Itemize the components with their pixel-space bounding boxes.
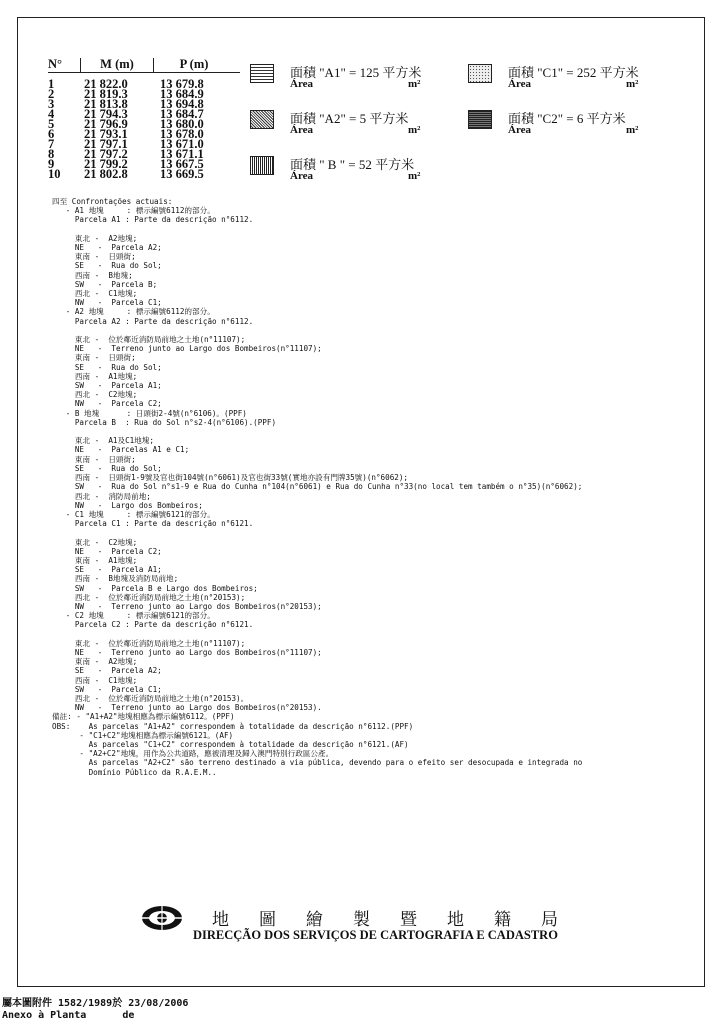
text-line: 西北 - 位於鄰近消防局前地之土地(n°20153); bbox=[52, 592, 246, 602]
point-number: 1 bbox=[48, 77, 55, 91]
table-row bbox=[48, 99, 240, 109]
col-header-p: P (m) bbox=[179, 57, 209, 71]
p-coordinate: 13 671.1 bbox=[160, 147, 204, 161]
text-line: SE - Parcela A1; bbox=[52, 565, 162, 575]
text-line: SE - Parcela A2; bbox=[52, 666, 162, 676]
table-row bbox=[48, 169, 240, 179]
text-line: NE - Terreno junto ao Largo dos Bombeiros(n°11107); bbox=[52, 344, 322, 354]
text-line: 西北 - C2地塊; bbox=[52, 390, 138, 400]
text-line: NE - Parcela C2; bbox=[52, 546, 162, 556]
text-line: OBS: As parcelas "A1+A2" correspondem à totalidade da descrição n°6112.(PPF) bbox=[52, 721, 414, 731]
table-row bbox=[48, 149, 240, 159]
coordinates-table bbox=[48, 58, 240, 179]
text-line: NW - Terreno junto ao Largo dos Bombeiros(n°20153); bbox=[52, 601, 322, 611]
text-line: Parcela C2 : Parte da descrição n°6121. bbox=[52, 620, 254, 630]
p-coordinate: 13 671.0 bbox=[160, 137, 204, 151]
text-line: 備註: - "A1+A2"地塊相應為標示編號6112。(PPF) bbox=[52, 712, 235, 722]
point-number: 9 bbox=[48, 157, 55, 171]
m-coordinate: 21 796.9 bbox=[84, 117, 128, 131]
p-coordinate: 13 678.0 bbox=[160, 127, 204, 141]
point-number: 5 bbox=[48, 117, 55, 131]
text-line: - B 地塊 : 日頭街2-4號(n°6106)。(PPF) bbox=[52, 408, 247, 418]
m-coordinate: 21 819.3 bbox=[84, 87, 128, 101]
text-line: 東南 - A1地塊; bbox=[52, 555, 138, 565]
footer-line-1: 屬本圖附件 1582/1989於 23/08/2006 bbox=[2, 998, 189, 1009]
point-number: 4 bbox=[48, 107, 55, 121]
dscc-logo-icon bbox=[140, 902, 184, 934]
legend-a2-unit: m² bbox=[408, 124, 421, 136]
table-row bbox=[48, 109, 240, 119]
col-header-m: M (m) bbox=[81, 58, 154, 72]
legend-c2-area: Área bbox=[508, 124, 532, 136]
text-line bbox=[52, 528, 692, 537]
text-line bbox=[52, 225, 692, 234]
legend-b-unit: m² bbox=[408, 170, 421, 182]
hatch-dense-swatch bbox=[468, 110, 492, 129]
text-line: SE - Rua do Sol; bbox=[52, 362, 162, 372]
text-line: 西北 - C1地塊; bbox=[52, 289, 138, 299]
org-name-chinese: 地圖繪製暨地籍局 bbox=[212, 910, 588, 930]
text-line: NE - Parcelas A1 e C1; bbox=[52, 445, 190, 455]
m-coordinate: 21 797.1 bbox=[84, 137, 128, 151]
text-line: NE - Parcela A2; bbox=[52, 243, 162, 253]
text-line: - A1 地塊 : 標示編號6112的部分。 bbox=[52, 206, 215, 216]
text-line: 東北 - A1及C1地塊; bbox=[52, 436, 154, 446]
text-line: 西北 - 消防局前地; bbox=[52, 491, 151, 501]
point-number: 10 bbox=[48, 167, 61, 181]
text-line: 西南 - B地塊; bbox=[52, 270, 133, 280]
text-line: NW - Terreno junto ao Largo dos Bombeiros(n°20153). bbox=[52, 703, 322, 713]
text-line: SW - Rua do Sol n°s1-9 e Rua do Cunha n°104(n°6061) e Rua do Cunha n°33(no local tem também o n°35)(n°6062); bbox=[52, 482, 583, 492]
point-number: 6 bbox=[48, 127, 55, 141]
text-line: 西南 - C1地塊; bbox=[52, 675, 138, 685]
table-row bbox=[48, 139, 240, 149]
m-coordinate: 21 802.8 bbox=[84, 167, 128, 181]
text-line: As parcelas "C1+C2" correspondem à totalidade da descrição n°6121.(AF) bbox=[52, 739, 409, 749]
text-line: SE - Rua do Sol; bbox=[52, 463, 162, 473]
legend-a2-label: 面積 "A2" = 5 平方米 bbox=[290, 111, 409, 126]
p-coordinate: 13 667.5 bbox=[160, 157, 204, 171]
legend-b-area: Área bbox=[290, 170, 314, 182]
text-line: 西南 - 日頭街1-9號及官也街104號(n°6061)及官也街33號(實地亦設有門牌35號)(n°6062); bbox=[52, 473, 408, 483]
text-line: SE - Rua do Sol; bbox=[52, 261, 162, 271]
text-line: SW - Parcela B e Largo dos Bombeiros; bbox=[52, 583, 258, 593]
table-row bbox=[48, 79, 240, 89]
table-row bbox=[48, 159, 240, 169]
legend-a2-area: Área bbox=[290, 124, 314, 136]
text-line: Domínio Público da R.A.E.M.. bbox=[52, 767, 217, 777]
annex-footer bbox=[2, 998, 188, 1022]
text-line: 東南 - A2地塊; bbox=[52, 657, 138, 667]
footer-line-2: Anexo à Planta de bbox=[2, 1010, 135, 1021]
text-line bbox=[52, 326, 692, 335]
text-line: NW - Largo dos Bombeiros; bbox=[52, 500, 203, 510]
text-line: - "C1+C2"地塊相應為標示編號6121。(AF) bbox=[52, 730, 234, 740]
table-row bbox=[48, 119, 240, 129]
legend-c2-label: 面積 "C2" = 6 平方米 bbox=[508, 111, 626, 126]
text-line: 東南 - 日頭街; bbox=[52, 353, 136, 363]
text-line bbox=[52, 427, 692, 436]
point-number: 3 bbox=[48, 97, 55, 111]
text-line: NE - Terreno junto ao Largo dos Bombeiros(n°11107); bbox=[52, 647, 322, 657]
text-line: NW - Parcela C1; bbox=[52, 298, 162, 308]
text-line: - "A2+C2"地塊，用作為公共道路，應被清理及歸入澳門特別行政區公產。 bbox=[52, 749, 334, 759]
legend-c1-unit: m² bbox=[626, 78, 639, 90]
p-coordinate: 13 694.8 bbox=[160, 97, 204, 111]
m-coordinate: 21 813.8 bbox=[84, 97, 128, 111]
text-line: - C2 地塊 : 標示編號6121的部分。 bbox=[52, 611, 215, 621]
p-coordinate: 13 684.9 bbox=[160, 87, 204, 101]
m-coordinate: 21 794.3 bbox=[84, 107, 128, 121]
legend-c2-unit: m² bbox=[626, 124, 639, 136]
text-line: 東南 - 日頭街; bbox=[52, 454, 136, 464]
legend-b-label: 面積 " B " = 52 平方米 bbox=[290, 157, 415, 172]
text-line: 西南 - B地塊及消防局前地; bbox=[52, 574, 179, 584]
text-line: SW - Parcela C1; bbox=[52, 684, 162, 694]
legend-c1-label: 面積 "C1" = 252 平方米 bbox=[508, 65, 639, 80]
text-line: SW - Parcela B; bbox=[52, 279, 158, 289]
table-header bbox=[48, 58, 240, 73]
text-line: 東北 - C2地塊; bbox=[52, 537, 138, 547]
org-name-portuguese: DIRECÇÃO DOS SERVIÇOS DE CARTOGRAFIA E CADASTRO bbox=[193, 928, 558, 942]
p-coordinate: 13 680.0 bbox=[160, 117, 204, 131]
text-line: 東北 - 位於鄰近消防局前地之土地(n°11107); bbox=[52, 638, 246, 648]
point-number: 2 bbox=[48, 87, 55, 101]
table-body bbox=[48, 79, 240, 179]
legend-a1-unit: m² bbox=[408, 78, 421, 90]
legend-a1-area: Área bbox=[290, 78, 314, 90]
text-line: SW - Parcela A1; bbox=[52, 381, 162, 391]
confrontations-text bbox=[52, 197, 692, 777]
table-row bbox=[48, 89, 240, 99]
p-coordinate: 13 684.7 bbox=[160, 107, 204, 121]
p-coordinate: 13 669.5 bbox=[160, 167, 204, 181]
hatch-dotted-swatch bbox=[468, 64, 492, 83]
text-line: Parcela A2 : Parte da descrição n°6112. bbox=[52, 316, 254, 326]
text-line: - A2 地塊 : 標示編號6112的部分。 bbox=[52, 307, 215, 317]
text-line: 東南 - 日頭街; bbox=[52, 252, 136, 262]
p-coordinate: 13 679.8 bbox=[160, 77, 204, 91]
m-coordinate: 21 793.1 bbox=[84, 127, 128, 141]
text-line: 西北 - 位於鄰近消防局前地之土地(n°20153)。 bbox=[52, 693, 249, 703]
m-coordinate: 21 799.2 bbox=[84, 157, 128, 171]
point-number: 7 bbox=[48, 137, 55, 151]
col-header-no: N° bbox=[48, 58, 81, 72]
text-line: - C1 地塊 : 標示編號6121的部分。 bbox=[52, 509, 215, 519]
hatch-diagonal-swatch bbox=[250, 110, 274, 129]
m-coordinate: 21 822.0 bbox=[84, 77, 128, 91]
table-row bbox=[48, 129, 240, 139]
hatch-horizontal-swatch bbox=[250, 64, 274, 83]
text-line: As parcelas "A2+C2" são terreno destinado a via pública, devendo para o efeito ser desocupada e integrada no bbox=[52, 758, 583, 768]
legend-c1-area: Área bbox=[508, 78, 532, 90]
text-line: Parcela B : Rua do Sol n°s2-4(n°6106).(PPF) bbox=[52, 417, 277, 427]
text-line: NW - Parcela C2; bbox=[52, 399, 162, 409]
text-line: 東北 - 位於鄰近消防局前地之土地(n°11107); bbox=[52, 335, 246, 345]
legend-a1-label: 面積 "A1" = 125 平方米 bbox=[290, 65, 422, 80]
point-number: 8 bbox=[48, 147, 55, 161]
text-line: 東北 - A2地塊; bbox=[52, 233, 138, 243]
text-line: Parcela A1 : Parte da descrição n°6112. bbox=[52, 215, 254, 225]
text-line: 四至 Confrontações actuais: bbox=[52, 197, 173, 206]
text-line: 西南 - A1地塊; bbox=[52, 371, 138, 381]
m-coordinate: 21 797.2 bbox=[84, 147, 128, 161]
hatch-vertical-swatch bbox=[250, 156, 274, 175]
text-line: Parcela C1 : Parte da descrição n°6121. bbox=[52, 519, 254, 529]
text-line bbox=[52, 630, 692, 639]
